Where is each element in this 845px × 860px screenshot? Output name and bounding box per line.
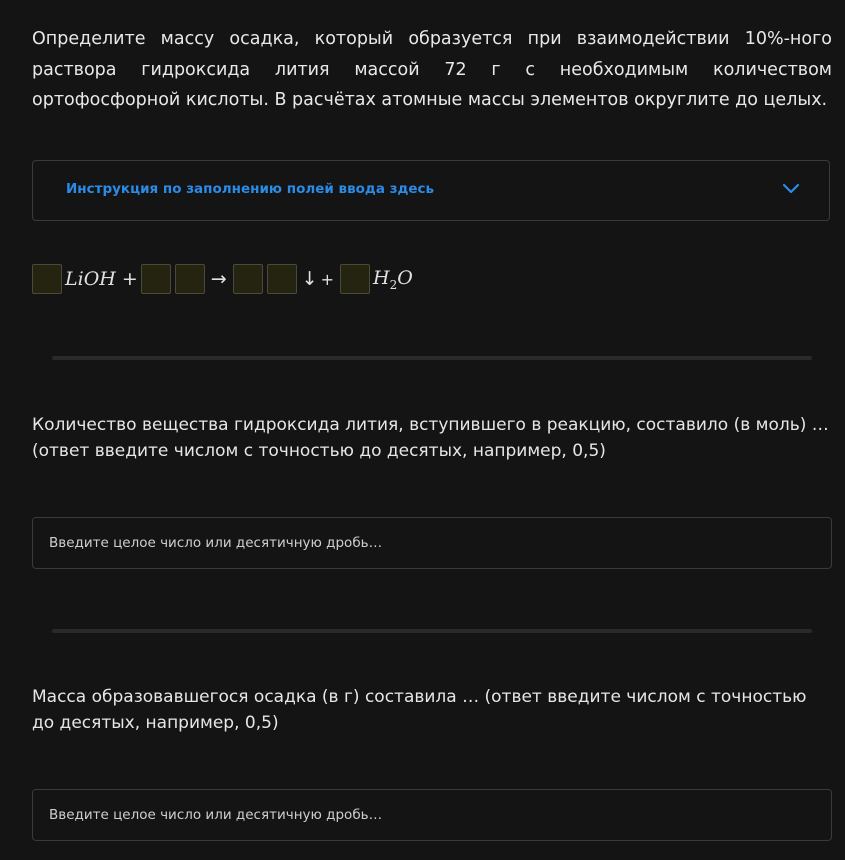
reactant-formula-slot[interactable] bbox=[175, 264, 205, 294]
product-water bbox=[373, 267, 413, 292]
answer-input-1[interactable] bbox=[32, 517, 832, 569]
reactant-lioh: LiOH bbox=[65, 268, 116, 290]
coefficient-slot-1[interactable] bbox=[32, 264, 62, 294]
coefficient-slot-2[interactable] bbox=[141, 264, 171, 294]
answer-input-2[interactable] bbox=[32, 789, 832, 841]
instructions-label: Инструкция по заполнению полей ввода здесь bbox=[66, 181, 435, 197]
coefficient-slot-4[interactable] bbox=[340, 264, 370, 294]
section-divider-1 bbox=[52, 356, 812, 360]
section-divider-2 bbox=[52, 629, 812, 633]
product-formula-slot[interactable] bbox=[267, 264, 297, 294]
water-subscript: 2 bbox=[389, 277, 398, 292]
reaction-equation bbox=[32, 263, 416, 295]
water-o: O bbox=[397, 266, 413, 289]
question-2-text: Масса образовавшегося осадка (в г) составила … (ответ введите числом с точностью до десятых, например, 0,5) bbox=[32, 687, 807, 733]
instructions-accordion[interactable] bbox=[32, 160, 830, 221]
plus-sign: + bbox=[121, 268, 138, 290]
water-h: H bbox=[373, 266, 390, 289]
problem-statement: Определите массу осадка, который образуется при взаимодействии 10%-ного раствора гидроксида лития массой 72 г с необходимым количеством ортофосфорной кислоты. В расчётах атомные массы элементов округлите до целых. bbox=[32, 29, 832, 110]
precipitate-arrow: ↓ bbox=[301, 268, 318, 290]
chevron-down-icon bbox=[781, 179, 801, 199]
coefficient-slot-3[interactable] bbox=[233, 264, 263, 294]
reaction-arrow: → bbox=[210, 268, 227, 290]
question-1-text: Количество вещества гидроксида лития, вступившего в реакцию, составило (в моль) … (ответ введите числом с точностью до десятых, например, 0,5) bbox=[32, 415, 829, 461]
plus-sign-2: + bbox=[320, 269, 335, 289]
